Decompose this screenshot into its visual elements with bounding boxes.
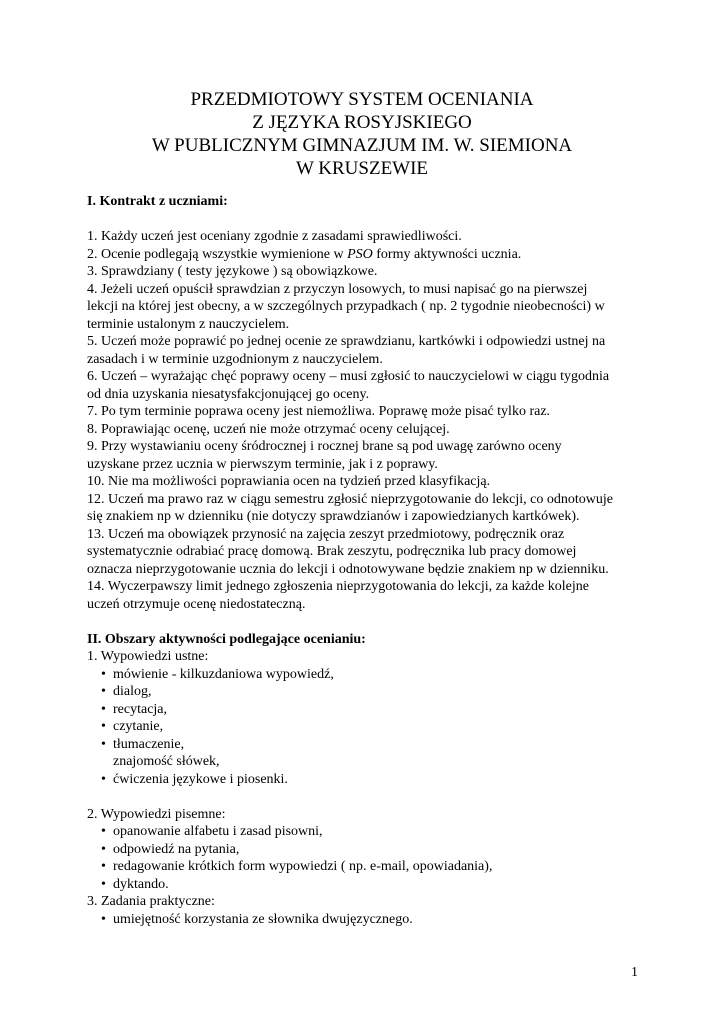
contract-line: 3. Sprawdziany ( testy językowe ) są obowiązkowe. [87,264,378,279]
contract-line: 4. Jeżeli uczeń opuścił sprawdzian z przyczyn losowych, to musi napisać go na pierwszej [87,281,588,297]
section-heading-activity: II. Obszary aktywności podlegające ocenianiu: [87,631,366,647]
list-item: • czytanie, [101,718,687,736]
practical-list [87,911,687,929]
title-line: PRZEDMIOTOWY SYSTEM OCENIANIA [190,89,534,110]
document-title [0,88,724,180]
contract-line: 10. Nie ma możliwości poprawiania ocen na tydzień przed klasyfikacją. [87,474,491,489]
list-item: • odpowiedź na pytania, [101,841,687,859]
contract-line: lekcji na której jest obecny, a w szczególnych przypadkach ( np. 2 tygodnie nieobecności) w [87,299,605,314]
list-item: • dyktando. [101,876,687,894]
list-item: • ćwiczenia językowe i piosenki. [101,771,687,789]
section-heading-contract: I. Kontrakt z uczniami: [87,194,228,209]
contract-line: od dnia uzyskania niesatysfakcjonującej go oceny. [87,386,370,402]
contract-line: systematycznie odrabiać pracę domową. Brak zeszytu, podręcznika lub pracy domowej [87,544,577,559]
contract-line: uzyskane przez ucznia w pierwszym terminie, jak i z poprawy. [87,456,438,472]
group-label-written: 2. Wypowiedzi pisemne: [87,806,226,822]
title-line: W PUBLICZNYM GIMNAZJUM IM. W. SIEMIONA [151,135,573,156]
contract-line-text: formy aktywności ucznia. [372,246,522,262]
contract-line: się znakiem np w dzienniku (nie dotyczy sprawdzianów i zapowiedzianych kartkówek). [87,509,580,524]
contract-line: oznacza nieprzygotowanie ucznia do lekcji i odnotowywane będzie znakiem np w dzienniku. [87,561,609,577]
contract-line: 9. Przy wystawianiu oceny śródrocznej i rocznej brane są pod uwagę zarówno oceny [87,439,562,454]
pso-abbrev: PSO [347,246,373,262]
group-label-practical: 3. Zadania praktyczne: [87,894,215,909]
list-item: znajomość słówek, [113,754,220,769]
list-item: • mówienie - kilkuzdaniowa wypowiedź, [101,666,687,684]
contract-line: 14. Wyczerpawszy limit jednego zgłoszenia nieprzygotowania do lekcji, za każde kolejne [87,579,589,594]
contract-line: uczeń otrzymuje ocenę niedostateczną. [87,596,306,612]
contract-line: 13. Uczeń ma obowiązek przynosić na zajęcia zeszyt przedmiotowy, podręcznik oraz [87,526,565,542]
title-line: W KRUSZEWIE [295,158,429,179]
list-item: • dialog, [101,683,687,701]
contract-line: zasadach i w terminie uzgodnionym z nauczycielem. [87,351,383,367]
list-item: • recytacja, [101,701,687,719]
contract-line: 1. Każdy uczeń jest oceniany zgodnie z zasadami sprawiedliwości. [87,229,462,244]
contract-line: 5. Uczeń może poprawić po jednej ocenie ze sprawdzianu, kartkówki i odpowiedzi ustnej na [87,334,606,349]
contract-line: 8. Poprawiając ocenę, uczeń nie może otrzymać oceny celującej. [87,421,450,437]
document-body [87,193,687,928]
list-item: • redagowanie krótkich form wypowiedzi ( np. e-mail, opowiadania), [101,858,687,876]
page-number: 1 [631,965,638,980]
contract-line: 7. Po tym terminie poprawa oceny jest niemożliwa. Poprawę może pisać tylko raz. [87,404,551,419]
contract-line: terminie ustalonym z nauczycielem. [87,316,290,332]
oral-list [87,666,687,789]
title-line: Z JĘZYKA ROSYJSKIEGO [252,112,472,133]
written-list [87,823,687,893]
group-label-oral: 1. Wypowiedzi ustne: [87,649,209,664]
contract-line-text: 2. Ocenie podlegają wszystkie wymienione w [87,246,348,262]
list-item: • opanowanie alfabetu i zasad pisowni, [101,823,687,841]
contract-line: 6. Uczeń – wyrażając chęć poprawy oceny – musi zgłosić to nauczycielowi w ciągu tygodnia [87,369,610,384]
list-item: • umiejętność korzystania ze słownika dwujęzycznego. [101,911,687,929]
contract-line: 12. Uczeń ma prawo raz w ciągu semestru zgłosić nieprzygotowanie do lekcji, co odnotowuje [87,491,613,507]
contract-line-pso [87,246,687,264]
list-item: • tłumaczenie, [101,736,687,754]
